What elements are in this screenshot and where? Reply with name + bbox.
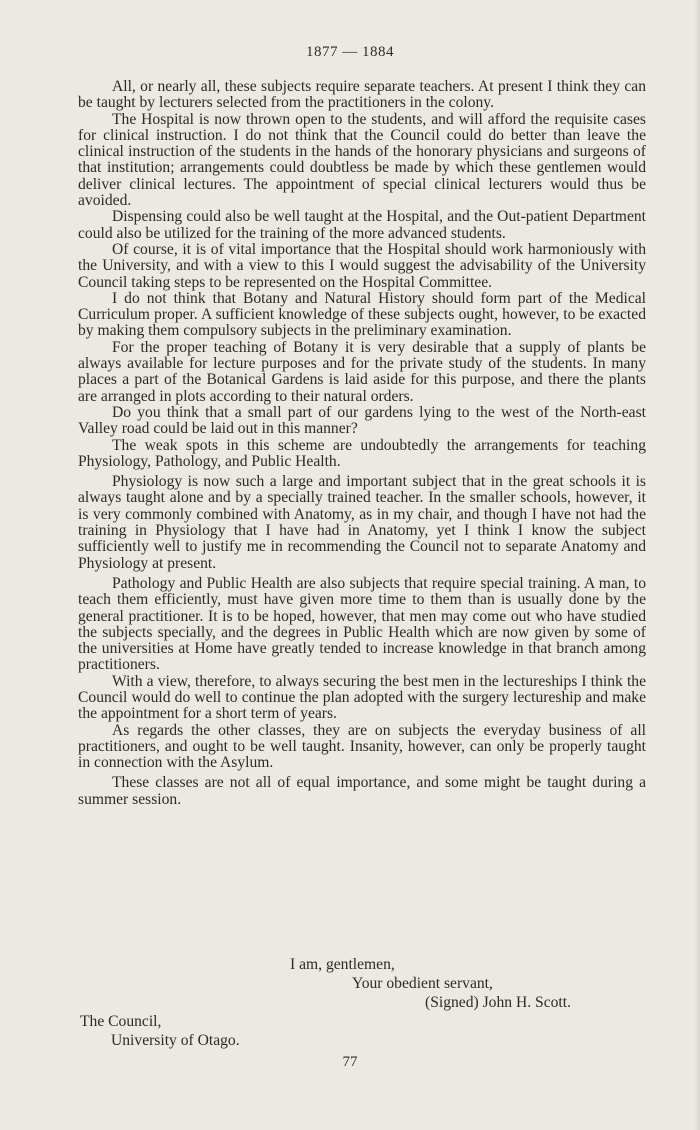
valediction: Your obedient servant,: [352, 975, 493, 992]
addressee-line: The Council,: [80, 1013, 162, 1030]
paragraph: For the proper teaching of Botany it is very desirable that a supply of plants be always available for lecture purposes and for the private study of the students. In many places a part of the Botanical Gardens is laid aside for this purpose, and there the plants are arranged in plots according to their natural orders.: [78, 338, 646, 405]
paragraph: The weak spots in this scheme are undoubtedly the arrangements for teaching Physiology, Pathology, and Public Health.: [78, 436, 646, 470]
paragraph: With a view, therefore, to always securing the best men in the lectureships I think the Council would do well to continue the plan adopted with the surgery lectureship and make the appointment for a short term of years.: [78, 672, 646, 723]
paragraph: Do you think that a small part of our gardens lying to the west of the North-east Valley road could be laid out in this manner?: [78, 403, 646, 438]
paragraph: As regards the other classes, they are on subjects the everyday business of all practitioners, and ought to be well taught. Insanity, however, can only be properly taught in connection with the Asylum.: [78, 721, 646, 772]
signature: (Signed) John H. Scott.: [425, 994, 571, 1011]
paragraph: These classes are not all of equal importance, and some might be taught during a summer session.: [78, 774, 646, 808]
paragraph: I do not think that Botany and Natural History should form part of the Medical Curriculum proper. A sufficient knowledge of these subjects ought, however, to be exacted by making them compulsory subjects in the preliminary examination.: [78, 289, 646, 340]
page-edge-shadow: [694, 0, 700, 1130]
paragraph: Pathology and Public Health are also subjects that require special training. A man, to teach them efficiently, must have given more time to them than is usually done by the general practitioner. It is to be hoped, however, that men may come out who have studied the subjects specially, and the degrees in Public Health which are now given by some of the universities at Home have greatly tended to increase knowledge in that branch among practitioners.: [78, 574, 646, 674]
paragraph: The Hospital is now thrown open to the students, and will afford the requisite cases for clinical instruction. I do not think that the Council could do better than leave the clinical instruction of the students in the hands of the honorary physicians and surgeons of that institution; arrangements could doubtless be made by which these gentlemen would deliver clinical lectures. The appointment of special clinical lecturers would thus be avoided.: [78, 110, 646, 210]
page-number: 77: [342, 1054, 358, 1070]
salutation: I am, gentlemen,: [290, 956, 395, 973]
paragraph: Of course, it is of vital importance that the Hospital should work harmoniously with the University, and with a view to this I would suggest the advisability of the University Council taking steps to be represented on the Hospital Committee.: [78, 240, 646, 291]
letter-body: [78, 79, 646, 808]
paragraph: All, or nearly all, these subjects require separate teachers. At present I think they can be taught by lecturers selected from the practitioners in the colony.: [78, 78, 646, 112]
page-header: 1877 — 1884: [306, 44, 394, 60]
paragraph: Dispensing could also be well taught at the Hospital, and the Out-patient Department could also be utilized for the training of the more advanced students.: [78, 208, 646, 242]
paragraph: Physiology is now such a large and important subject that in the great schools it is always taught alone and by a specially trained teacher. In the smaller schools, however, it is very commonly combined with Anatomy, as in my chair, and though I have not had the training in Physiology that I have had in Anatomy, yet I think I know the subject sufficiently well to justify me in recommending the Council not to separate Anatomy and Physiology at present.: [78, 473, 646, 572]
addressee-line: University of Otago.: [111, 1032, 240, 1049]
